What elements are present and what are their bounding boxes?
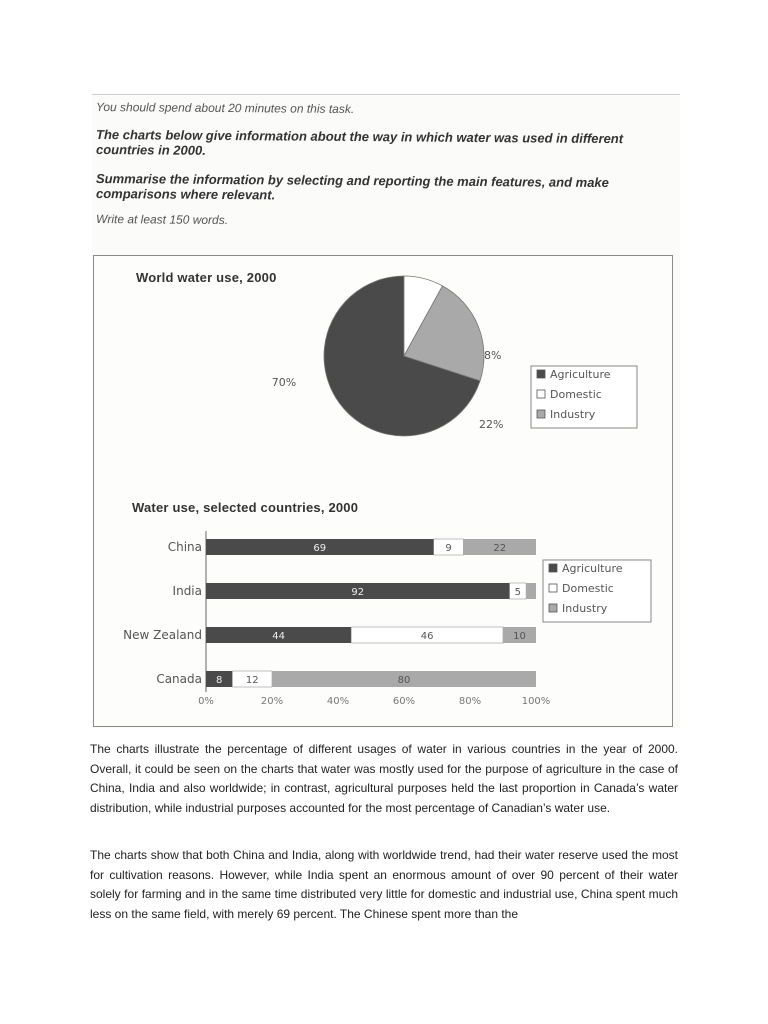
bar-category-label-canada: Canada: [156, 672, 202, 686]
pie-label-agriculture: 70%: [271, 376, 297, 389]
bar-legend-label-agriculture: Agriculture: [562, 562, 623, 575]
bar-india-industry: [526, 583, 536, 599]
bar-value-label-new-zealand-agriculture: 44: [272, 631, 285, 642]
pie-label-domestic: 8%: [484, 349, 502, 362]
essay-paragraph-2: The charts show that both China and India, along with worldwide trend, had their water reserve used the most for cultivation reasons. However, while India spent an enormous amount of over 90 percent of their water solely for farming and in the same time distributed very little for domestic and industrial use, China spent much less on the same field, with merely 69 percent. The Chinese spent more than the: [90, 848, 678, 921]
bar-legend-swatch-agriculture: [549, 564, 557, 572]
bar-value-label-china-industry: 22: [493, 543, 507, 554]
bar-legend-label-industry: Industry: [562, 602, 608, 615]
pie-legend-swatch-industry: [537, 410, 545, 418]
bar-value-label-canada-agriculture: 8: [216, 675, 223, 686]
bar-category-label-china: China: [167, 540, 202, 554]
bar-value-label-new-zealand-industry: 10: [513, 631, 526, 642]
bar-category-label-new-zealand: New Zealand: [123, 628, 202, 642]
bar-x-tick-label-2: 40%: [326, 696, 350, 707]
bar-legend-label-domestic: Domestic: [562, 582, 614, 595]
bar-value-label-china-agriculture: 69: [313, 543, 327, 554]
task-word-count: Write at least 150 words.: [96, 212, 229, 228]
pie-chart-title: World water use, 2000: [136, 270, 277, 285]
bar-x-tick-label-0: 0%: [198, 696, 214, 707]
bar-legend-swatch-domestic: [549, 584, 557, 592]
bar-value-label-canada-domestic: 12: [245, 675, 259, 686]
pie-legend-label-agriculture: Agriculture: [550, 368, 611, 381]
pie-legend-label-industry: Industry: [550, 408, 596, 421]
bar-value-label-new-zealand-domestic: 46: [420, 631, 434, 642]
charts-svg: [94, 256, 672, 726]
bar-x-tick-label-3: 60%: [392, 696, 416, 707]
task-summarise-instruction: Summarise the information by selecting and reporting the main features, and make comparisons where relevant.: [96, 171, 609, 203]
essay-paragraph-1: The charts illustrate the percentage of different usages of water in various countries in the year of 2000. Overall, it could be seen on the charts that water was mostly used for the purpose of agriculture in the case of China, India and also worldwide; in contrast, agricultural purposes held the last proportion in Canada’s water distribution, while industrial purposes accounted for the most percentage of Canadian’s water use.: [90, 742, 678, 815]
chart-frame: [93, 255, 673, 727]
bar-chart-title: Water use, selected countries, 2000: [132, 500, 359, 515]
task-description: The charts below give information about the way in which water was used in different countries in 2000.: [96, 127, 624, 158]
bar-category-label-india: India: [172, 584, 202, 598]
bar-x-tick-label-5: 100%: [521, 696, 551, 707]
bar-x-tick-label-4: 80%: [458, 696, 482, 707]
bar-value-label-china-domestic: 9: [445, 543, 452, 554]
top-rule: [92, 94, 680, 95]
pie-label-industry: 22%: [479, 418, 504, 431]
bar-x-tick-label-1: 20%: [260, 696, 284, 707]
pie-legend-swatch-domestic: [537, 390, 545, 398]
bar-value-label-canada-industry: 80: [397, 675, 411, 686]
task-time-instruction: You should spend about 20 minutes on this task.: [96, 100, 355, 117]
pie-legend-swatch-agriculture: [537, 370, 545, 378]
pie-legend-label-domestic: Domestic: [550, 388, 602, 401]
bar-legend-swatch-industry: [549, 604, 557, 612]
bar-value-label-india-agriculture: 92: [351, 587, 365, 598]
bar-value-label-india-domestic: 5: [514, 587, 521, 598]
